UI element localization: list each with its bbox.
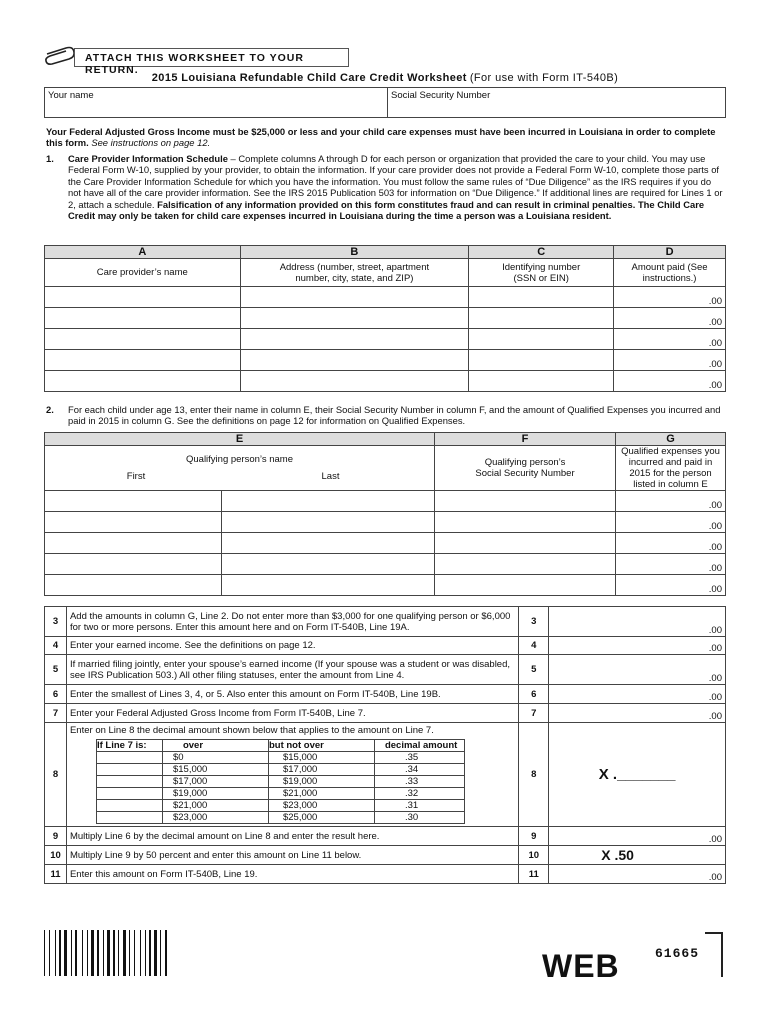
line-9-num: 9 [45,827,67,846]
first-name-cell[interactable] [45,512,222,533]
line-7-amount[interactable]: .00 [549,704,726,723]
section1-body: – Complete columns A through D for each person or organization that provided the care to your child. You may use Federal Form W-10, supplied by your provider, to obtain the information. If your care provider does not provide a Federal Form W-10, complete those parts of the Care Provider Information Schedule for which you have the information. You must follow the same rules of “Due Diligence” as the IRS requires if you do not have all of the care provider information. See the IRS 2015 Publication 503 for information on “Due Diligence.” If additional lines are required for Lines 1 or 2, attach a schedule. [68,153,723,210]
barcode [44,930,169,976]
provider-id-cell[interactable] [469,371,614,392]
line-6-amount[interactable]: .00 [549,685,726,704]
line-10-num: 10 [45,846,67,865]
line-10-text: Multiply Line 9 by 50 percent and enter this amount on Line 11 below. [66,846,518,865]
last-name-cell[interactable] [222,554,435,575]
ssn-cell[interactable] [435,533,616,554]
intro-bold: Your Federal Adjusted Gross Income must be $25,000 or less and your child care expenses must have been incurred in Louisiana in order to complete this form. [46,126,716,149]
col-d-head: Amount paid (See instructions.) [614,259,726,287]
provider-amount-cell[interactable]: .00 [614,329,726,350]
attach-banner: ATTACH THIS WORKSHEET TO YOUR RETURN. [74,48,349,67]
last-name-cell[interactable] [222,533,435,554]
provider-address-cell[interactable] [240,308,469,329]
line-5-num: 5 [45,655,67,685]
line-4-row [45,637,726,655]
line-8-entry[interactable]: X ._______ [549,723,726,827]
last-name-cell[interactable] [222,575,435,596]
expense-cell[interactable]: .00 [616,512,726,533]
expense-cell[interactable]: .00 [616,554,726,575]
line-3-box-num: 3 [519,607,549,637]
ssn-cell[interactable] [435,554,616,575]
line-8-box-num: 8 [519,723,549,827]
table-row [45,533,726,554]
ssn-cell[interactable] [435,491,616,512]
provider-name-cell[interactable] [45,371,241,392]
col-e-letter: E [45,433,435,446]
qualifying-person-table [44,432,726,596]
col-a-head: Care provider’s name [45,259,241,287]
line-7-text: Enter your Federal Adjusted Gross Income from Form IT-540B, Line 7. [66,704,518,723]
line-4-box-num: 4 [519,637,549,655]
line-9-amount[interactable]: .00 [549,827,726,846]
name-ssn-box [44,87,726,118]
paperclip-icon [44,46,76,66]
provider-amount-cell[interactable]: .00 [614,287,726,308]
name-label: Your name [48,90,94,101]
dec-over: $17,000 [162,776,268,788]
first-name-cell[interactable] [45,575,222,596]
decimal-table [96,739,465,824]
line-9-row [45,827,726,846]
form-code: 61665 [655,946,700,961]
table-row [45,371,726,392]
table-row [45,308,726,329]
col-c-letter: C [469,246,614,259]
line-11-box-num: 11 [519,865,549,884]
expense-cell[interactable]: .00 [616,575,726,596]
intro-italic: See instructions on page 12. [91,137,211,149]
line-5-box-num: 5 [519,655,549,685]
line-7-box-num: 7 [519,704,549,723]
web-mark: WEB [542,948,620,984]
title-suffix: (For use with Form IT-540B) [469,72,619,84]
col-b-head: Address (number, street, apartment number, city, state, and ZIP) [240,259,469,287]
line-6-box-num: 6 [519,685,549,704]
line-11-text: Enter this amount on Form IT-540B, Line 19. [66,865,518,884]
dec-value: .32 [374,788,464,800]
dec-value: .31 [374,800,464,812]
col-f-head: Qualifying person’s Social Security Number [435,446,616,491]
section1-number: 1. [46,153,54,164]
line-11-num: 11 [45,865,67,884]
section1-text [68,153,726,221]
line-11-amount[interactable]: .00 [549,865,726,884]
name-field[interactable] [45,88,388,117]
corner-mark [705,932,723,977]
dec-over: $23,000 [162,812,268,824]
provider-id-cell[interactable] [469,350,614,371]
table-row [45,329,726,350]
section1-warning: Falsification of any information provided on this form constitutes fraud and can result in criminal penalties. The Child Care Credit may only be taken for child care expenses incurred in Louisiana during the time a person was a Louisiana resident. [68,198,705,222]
ssn-field[interactable] [388,88,725,117]
line-5-text: If married filing jointly, enter your spouse’s earned income (If your spouse was a student or was disabled, see IRS Publication 503.) All other filing statuses, enter the amount from Line 4. [66,655,518,685]
section2-text: For each child under age 13, enter their name in column E, their Social Security Number in column F, and the amount of Qualified Expenses you incurred and paid in 2015 in column G. See the definitions on page 12 for information on Qualified Expenses. [68,404,721,427]
table-row [45,491,726,512]
col-d-letter: D [614,246,726,259]
provider-amount-cell[interactable]: .00 [614,371,726,392]
expense-cell[interactable]: .00 [616,491,726,512]
first-name-cell[interactable] [45,491,222,512]
dec-value: .35 [374,752,464,764]
first-name-cell[interactable] [45,554,222,575]
provider-address-cell[interactable] [240,371,469,392]
table-row [45,287,726,308]
line-4-num: 4 [45,637,67,655]
line-8-instruction: Enter on Line 8 the decimal amount shown below that applies to the amount on Line 7. [69,725,434,736]
section2-number: 2. [46,404,54,415]
expense-cell[interactable]: .00 [616,533,726,554]
col-e-head [45,446,435,491]
ssn-cell[interactable] [435,575,616,596]
table-row [45,350,726,371]
ssn-cell[interactable] [435,512,616,533]
dec-head-decimal: decimal amount [374,740,464,752]
section1-heading: Care Provider Information Schedule [68,153,228,164]
col-f-letter: F [435,433,616,446]
line-3-amount[interactable]: .00 [549,607,726,637]
line-6-text: Enter the smallest of Lines 3, 4, or 5. Also enter this amount on Form IT-540B, Line 19B. [66,685,518,704]
dec-notover: $21,000 [268,788,374,800]
line-4-amount[interactable]: .00 [549,637,726,655]
dec-over: $15,000 [162,764,268,776]
page-title [0,72,770,84]
calculation-lines [44,606,726,884]
dec-value: .33 [374,776,464,788]
dec-notover: $17,000 [268,764,374,776]
col-b-letter: B [240,246,469,259]
line-3-text: Add the amounts in column G, Line 2. Do not enter more than $3,000 for one qualifying person or $6,000 for two or more persons. Enter this amount here and on Form IT-540B, Line 19A. [66,607,518,637]
line-10-entry: X .50 [549,846,726,865]
line-10-row [45,846,726,865]
provider-address-cell[interactable] [240,287,469,308]
line-8-row [45,723,726,827]
intro-text [46,126,726,149]
col-g-letter: G [616,433,726,446]
col-e-first: First [126,471,146,482]
provider-id-cell[interactable] [469,287,614,308]
dec-over: $0 [162,752,268,764]
line-11-row [45,865,726,884]
last-name-cell[interactable] [222,512,435,533]
line-10-box-num: 10 [519,846,549,865]
col-e-last: Last [321,471,340,482]
line-6-row [45,685,726,704]
provider-id-cell[interactable] [469,329,614,350]
line-8-num: 8 [45,723,67,827]
table-row [45,575,726,596]
dec-value: .30 [374,812,464,824]
dec-over: $19,000 [162,788,268,800]
provider-name-cell[interactable] [45,329,241,350]
table-row [45,554,726,575]
col-a-letter: A [45,246,241,259]
title-main: 2015 Louisiana Refundable Child Care Credit Worksheet [151,72,467,84]
provider-address-cell[interactable] [240,350,469,371]
provider-name-cell[interactable] [45,308,241,329]
dec-notover: $25,000 [268,812,374,824]
col-e-title: Qualifying person’s name [185,454,294,465]
ssn-label: Social Security Number [391,90,491,101]
dec-notover: $15,000 [268,752,374,764]
first-name-cell[interactable] [45,533,222,554]
provider-amount-cell[interactable]: .00 [614,308,726,329]
provider-name-cell[interactable] [45,287,241,308]
line-7-num: 7 [45,704,67,723]
table-row [45,512,726,533]
col-g-head: Qualified expenses you incurred and paid in 2015 for the person listed in column E [616,446,726,491]
line-8-content [66,723,518,827]
line-5-amount[interactable]: .00 [549,655,726,685]
dec-notover: $23,000 [268,800,374,812]
care-provider-table [44,245,726,392]
dec-head-notover: but not over [268,740,374,752]
provider-address-cell[interactable] [240,329,469,350]
line-9-text: Multiply Line 6 by the decimal amount on Line 8 and enter the result here. [66,827,518,846]
provider-amount-cell[interactable]: .00 [614,350,726,371]
line-9-box-num: 9 [519,827,549,846]
line-3-row [45,607,726,637]
dec-over: $21,000 [162,800,268,812]
provider-id-cell[interactable] [469,308,614,329]
line-5-row [45,655,726,685]
line-7-row [45,704,726,723]
dec-notover: $19,000 [268,776,374,788]
col-c-head: Identifying number (SSN or EIN) [469,259,614,287]
provider-name-cell[interactable] [45,350,241,371]
dec-head-if: If Line 7 is: [96,740,162,752]
dec-head-over: over [162,740,268,752]
dec-value: .34 [374,764,464,776]
last-name-cell[interactable] [222,491,435,512]
line-3-num: 3 [45,607,67,637]
line-4-text: Enter your earned income. See the definitions on page 12. [66,637,518,655]
line-6-num: 6 [45,685,67,704]
